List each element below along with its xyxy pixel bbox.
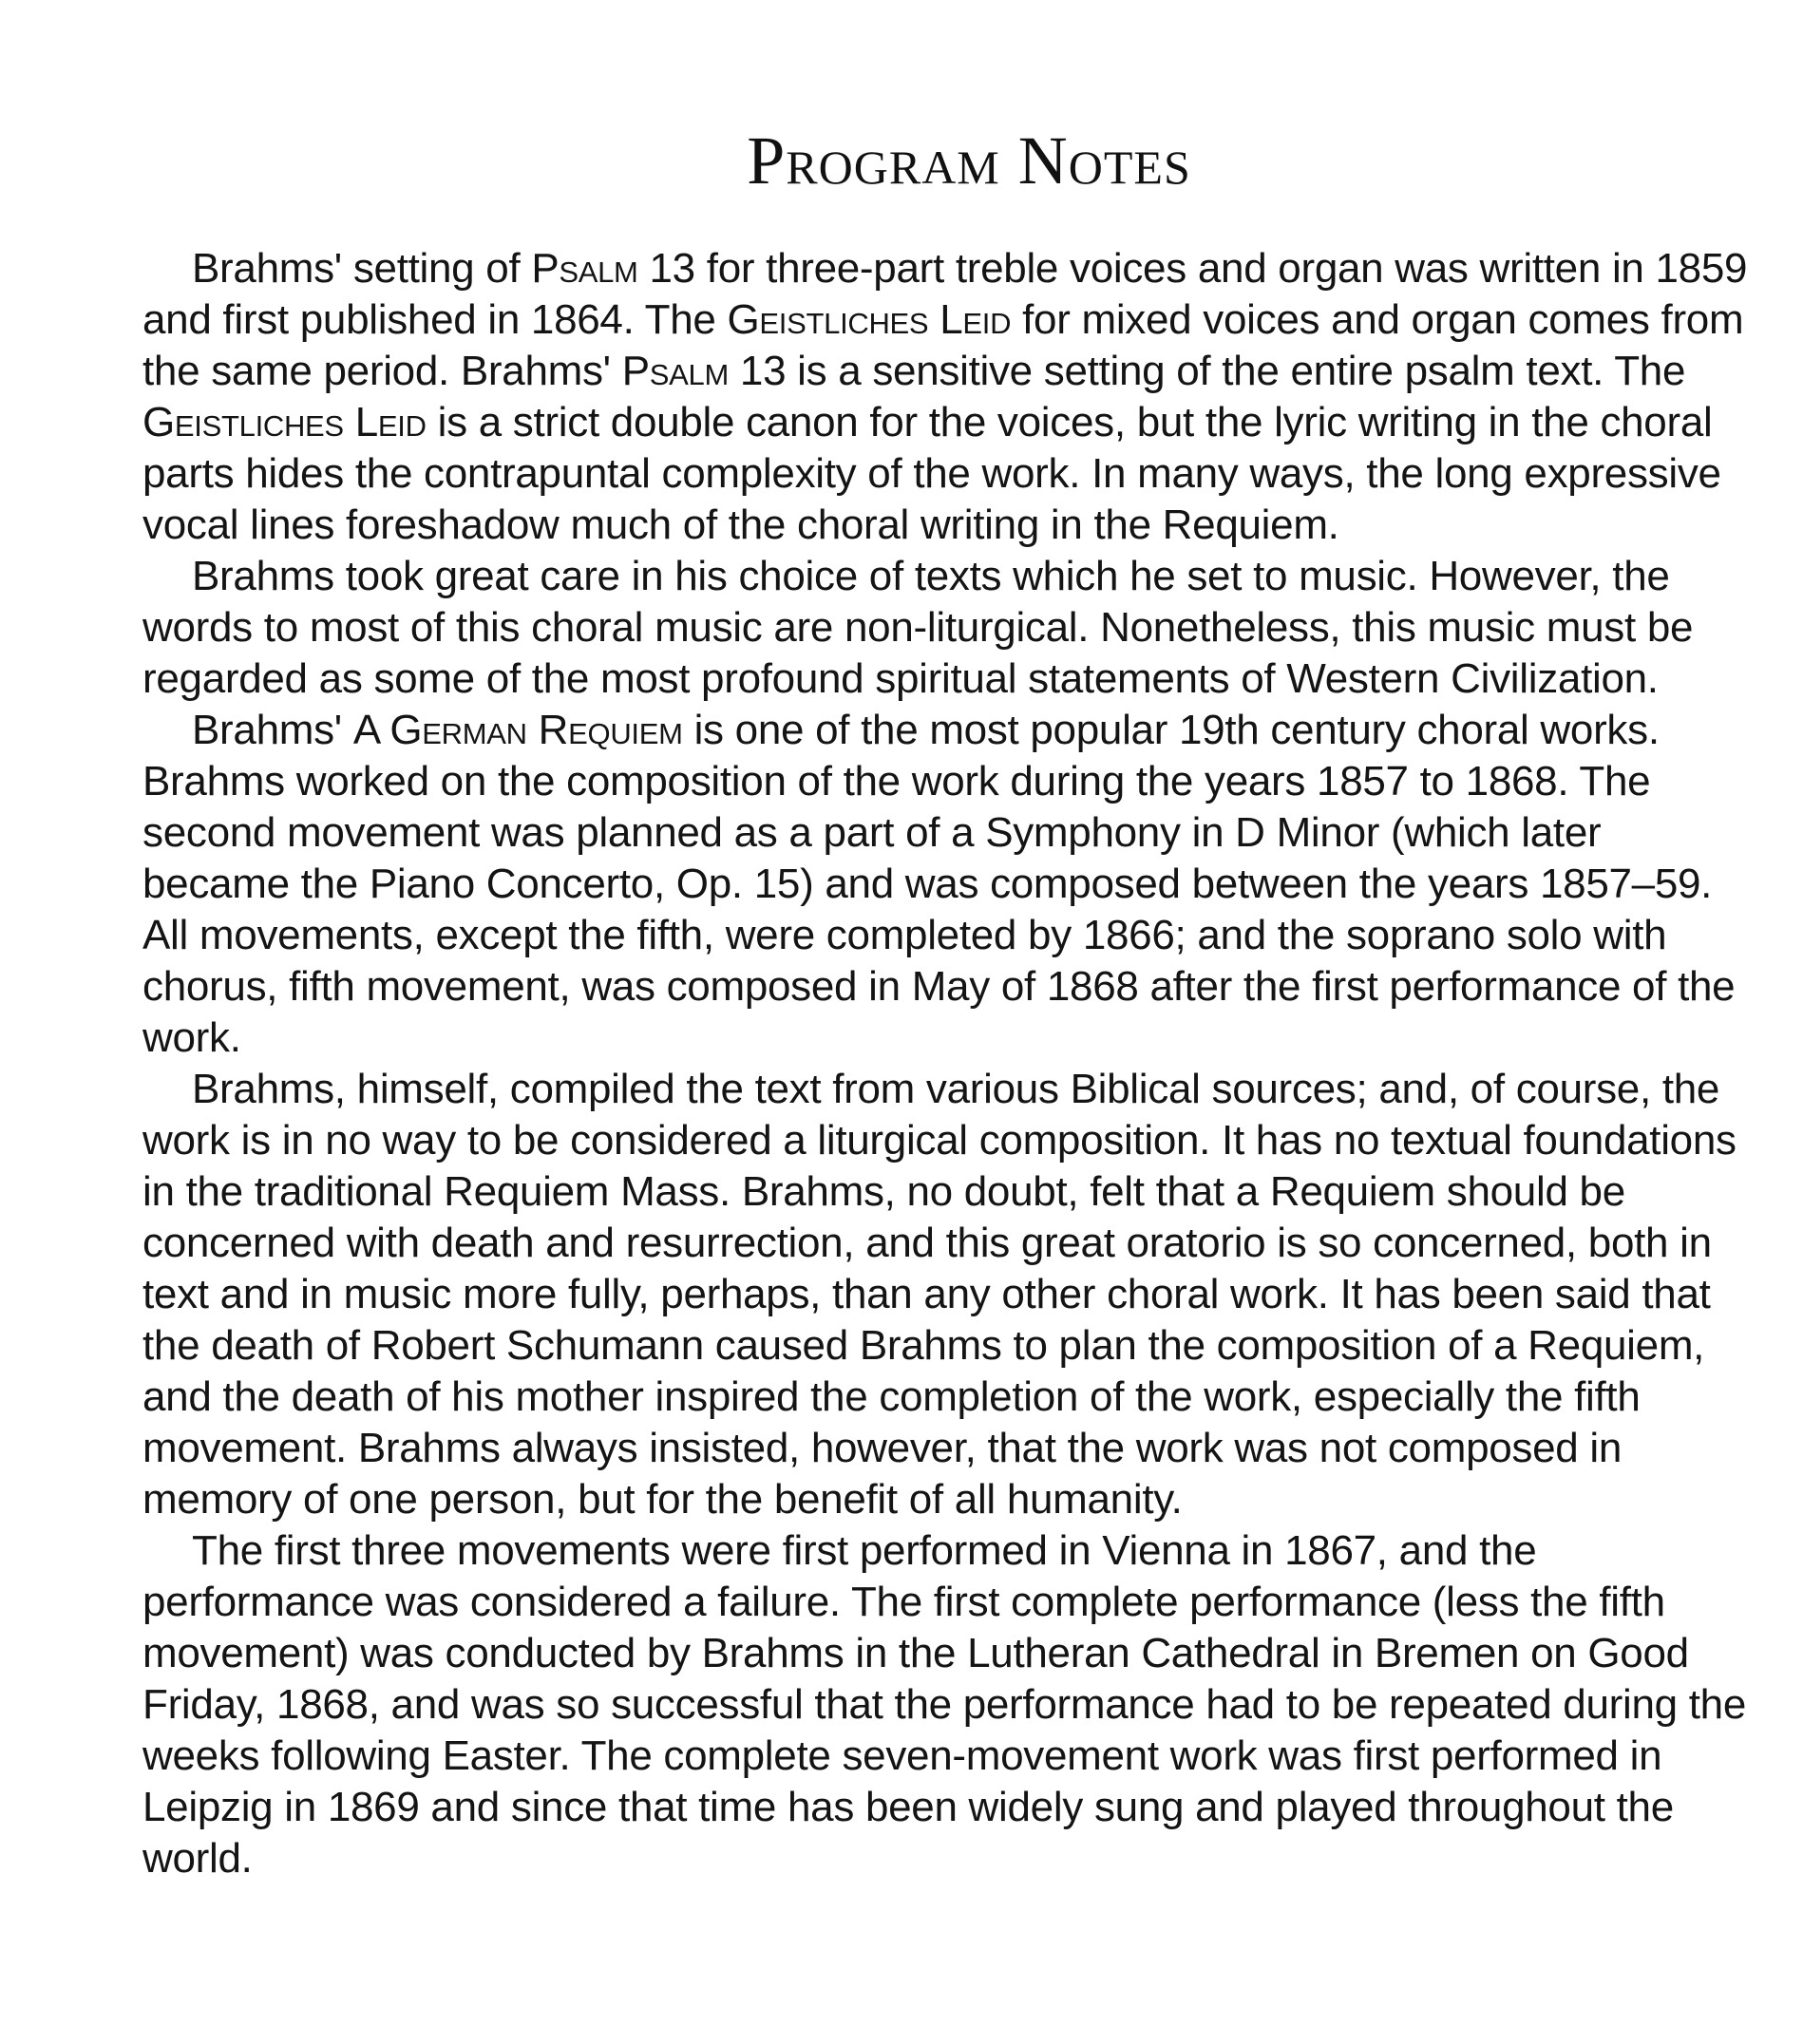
page-title: Program Notes [747,123,1191,199]
small-caps-title-text: Psalm [621,348,729,394]
paragraph-german-requiem-history [142,705,1757,1064]
program-notes-body [142,243,1757,1884]
paragraph-text-run: 13 for three-part treble voices and organ was written in 1859 and first published in 1864. The [142,245,1748,343]
paragraph-first-performances [142,1525,1757,1884]
small-caps-title-text: Geistliches Leid [142,399,427,445]
paragraph-choice-of-texts [142,551,1757,705]
small-caps-title-text: Psalm [531,245,638,292]
paragraph-text-run: is one of the most popular 19th century choral works. Brahms worked on the composition of the work during the years 1857 to 1868. The second movement was planned as a part of a Symphony in D Minor (which later became the Piano Concerto, Op. 15) and was composed between the years 1857–59. All movements, except the fifth, were completed by 1866; and the soprano solo with chorus, fifth movement, was composed in May of 1868 after the first performance of the work. [142,707,1736,1061]
paragraph-text-run: is a strict double canon for the voices, but the lyric writing in the choral parts hides the contrapuntal complexity of the work. In many ways, the long expressive vocal lines foreshadow much of the choral writing in the Requiem. [142,399,1721,548]
paragraph-text-run: 13 is a sensitive setting of the entire psalm text. The [728,348,1686,394]
paragraph-text-run: The first three movements were first performed in Vienna in 1867, and the performance was considered a failure. The first complete performance (less the fifth movement) was conducted by Brahms in the Lutheran Cathedral in Bremen on Good Friday, 1868, and was so successful that the performance had to be repeated during the weeks following Easter. The complete seven-movement work was first performed in Leipzig in 1869 and since that time has been widely sung and played throughout the world. [142,1527,1746,1882]
paragraph-text-run: Brahms took great care in his choice of texts which he set to music. However, the words to most of this choral music are non-liturgical. Nonetheless, this music must be regarded as some of the most profound spiritual statements of Western Civilization. [142,553,1694,702]
paragraph-text-run: for mixed voices and organ comes from the same period. Brahms' [142,296,1744,394]
paragraph-text-run: Brahms' setting of [192,245,532,292]
paragraph-psalm-13 [142,243,1757,551]
small-caps-title-text: A German Requiem [352,707,683,753]
small-caps-title-text: Geistliches Leid [727,296,1012,343]
paragraph-text-run: Brahms, himself, compiled the text from various Biblical sources; and, of course, the work is in no way to be considered a liturgical composition. It has no textual foundations in the traditional Requiem Mass. Brahms, no doubt, felt that a Requiem should be concerned with death and resurrection, and this great oratorio is so concerned, both in text and in music more fully, perhaps, than any other choral work. It has been said that the death of Robert Schumann caused Brahms to plan the composition of a Requiem, and the death of his mother inspired the completion of the work, especially the fifth movement. Brahms always insisted, however, that the work was not composed in memory of one person, but for the benefit of all humanity. [142,1066,1737,1523]
paragraph-biblical-sources [142,1064,1757,1525]
paragraph-text-run: Brahms' [192,707,353,753]
